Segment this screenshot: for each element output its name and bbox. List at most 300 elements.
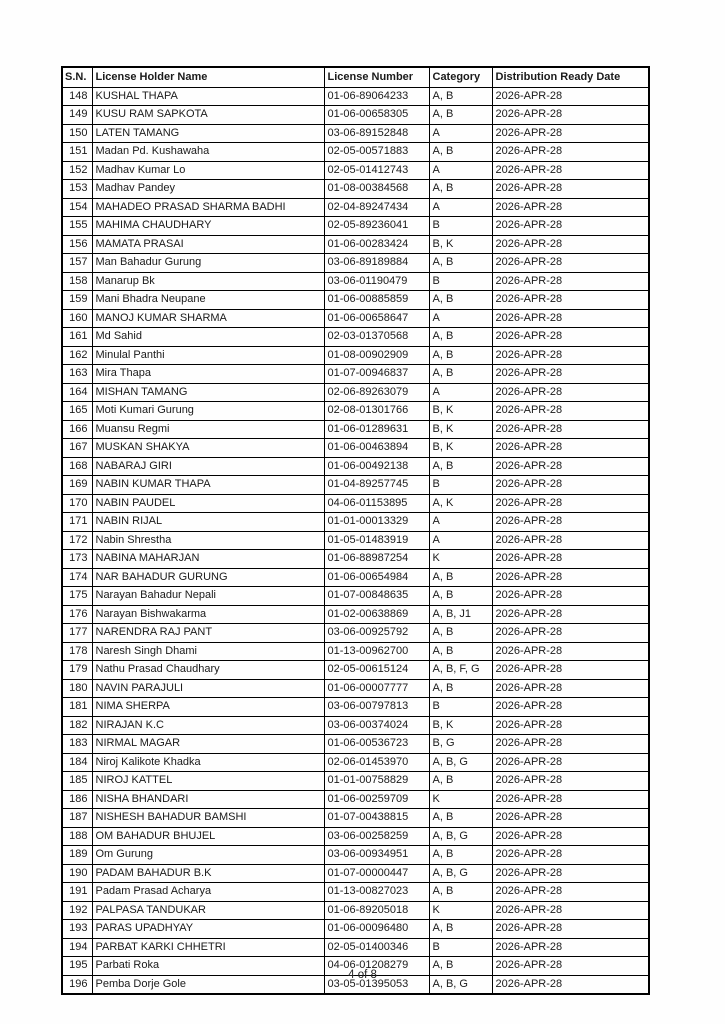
cell-serial-number: 171 xyxy=(62,513,92,532)
cell-distribution-ready-date: 2026-APR-28 xyxy=(492,957,649,976)
cell-category: A, B xyxy=(429,679,492,698)
cell-category: A, B xyxy=(429,143,492,162)
cell-license-number: 02-03-01370568 xyxy=(324,328,429,347)
table-row xyxy=(62,642,649,661)
cell-license-number: 03-06-00258259 xyxy=(324,827,429,846)
cell-category: A xyxy=(429,531,492,550)
table-row xyxy=(62,605,649,624)
cell-serial-number: 194 xyxy=(62,938,92,957)
cell-distribution-ready-date: 2026-APR-28 xyxy=(492,439,649,458)
cell-serial-number: 163 xyxy=(62,365,92,384)
table-row xyxy=(62,513,649,532)
cell-category: A, B xyxy=(429,624,492,643)
cell-category: B, K xyxy=(429,439,492,458)
cell-license-holder-name: NABINA MAHARJAN xyxy=(92,550,324,569)
cell-license-number: 03-06-89152848 xyxy=(324,124,429,143)
cell-serial-number: 180 xyxy=(62,679,92,698)
cell-category: A, B xyxy=(429,642,492,661)
cell-serial-number: 185 xyxy=(62,772,92,791)
cell-license-holder-name: NIRMAL MAGAR xyxy=(92,735,324,754)
table-row xyxy=(62,402,649,421)
cell-distribution-ready-date: 2026-APR-28 xyxy=(492,365,649,384)
cell-license-holder-name: NAVIN PARAJULI xyxy=(92,679,324,698)
table-row xyxy=(62,383,649,402)
table-row xyxy=(62,809,649,828)
cell-category: B, K xyxy=(429,716,492,735)
cell-license-holder-name: PARBAT KARKI CHHETRI xyxy=(92,938,324,957)
cell-serial-number: 162 xyxy=(62,346,92,365)
cell-distribution-ready-date: 2026-APR-28 xyxy=(492,679,649,698)
cell-license-number: 02-05-00571883 xyxy=(324,143,429,162)
cell-license-holder-name: MAHADEO PRASAD SHARMA BADHI xyxy=(92,198,324,217)
cell-license-number: 03-06-00797813 xyxy=(324,698,429,717)
cell-license-number: 03-06-00374024 xyxy=(324,716,429,735)
table-row xyxy=(62,476,649,495)
table-row xyxy=(62,457,649,476)
cell-category: A, B xyxy=(429,106,492,125)
cell-license-holder-name: NISHA BHANDARI xyxy=(92,790,324,809)
table-row xyxy=(62,346,649,365)
cell-distribution-ready-date: 2026-APR-28 xyxy=(492,457,649,476)
cell-license-number: 01-07-00946837 xyxy=(324,365,429,384)
cell-license-number: 01-02-00638869 xyxy=(324,605,429,624)
cell-license-holder-name: Muansu Regmi xyxy=(92,420,324,439)
table-row xyxy=(62,494,649,513)
table-row xyxy=(62,217,649,236)
cell-serial-number: 154 xyxy=(62,198,92,217)
cell-distribution-ready-date: 2026-APR-28 xyxy=(492,864,649,883)
header-license-holder-name: License Holder Name xyxy=(92,67,324,87)
cell-license-holder-name: Narayan Bahadur Nepali xyxy=(92,587,324,606)
cell-license-number: 01-13-00962700 xyxy=(324,642,429,661)
cell-license-holder-name: Niroj Kalikote Khadka xyxy=(92,753,324,772)
cell-distribution-ready-date: 2026-APR-28 xyxy=(492,476,649,495)
cell-license-holder-name: NIRAJAN K.C xyxy=(92,716,324,735)
cell-category: A, B xyxy=(429,920,492,939)
cell-distribution-ready-date: 2026-APR-28 xyxy=(492,328,649,347)
table-row xyxy=(62,161,649,180)
table-header xyxy=(62,67,649,87)
table-row xyxy=(62,365,649,384)
header-serial-number: S.N. xyxy=(62,67,92,87)
cell-category: B xyxy=(429,476,492,495)
cell-serial-number: 196 xyxy=(62,975,92,994)
cell-serial-number: 158 xyxy=(62,272,92,291)
cell-distribution-ready-date: 2026-APR-28 xyxy=(492,587,649,606)
cell-distribution-ready-date: 2026-APR-28 xyxy=(492,106,649,125)
cell-serial-number: 152 xyxy=(62,161,92,180)
cell-serial-number: 192 xyxy=(62,901,92,920)
cell-serial-number: 188 xyxy=(62,827,92,846)
cell-serial-number: 153 xyxy=(62,180,92,199)
cell-license-holder-name: Parbati Roka xyxy=(92,957,324,976)
cell-distribution-ready-date: 2026-APR-28 xyxy=(492,846,649,865)
cell-license-number: 01-06-89064233 xyxy=(324,87,429,106)
cell-license-number: 03-06-00934951 xyxy=(324,846,429,865)
table-row xyxy=(62,661,649,680)
cell-license-holder-name: Madhav Kumar Lo xyxy=(92,161,324,180)
cell-category: K xyxy=(429,550,492,569)
cell-license-holder-name: Naresh Singh Dhami xyxy=(92,642,324,661)
table-row xyxy=(62,846,649,865)
cell-category: A xyxy=(429,309,492,328)
table-row xyxy=(62,679,649,698)
cell-category: A, B xyxy=(429,365,492,384)
cell-license-number: 01-06-00463894 xyxy=(324,439,429,458)
cell-distribution-ready-date: 2026-APR-28 xyxy=(492,87,649,106)
cell-license-holder-name: NIMA SHERPA xyxy=(92,698,324,717)
table-row xyxy=(62,883,649,902)
cell-serial-number: 168 xyxy=(62,457,92,476)
cell-serial-number: 169 xyxy=(62,476,92,495)
cell-license-number: 02-05-00615124 xyxy=(324,661,429,680)
cell-distribution-ready-date: 2026-APR-28 xyxy=(492,254,649,273)
cell-category: A, B xyxy=(429,809,492,828)
cell-license-number: 01-04-89257745 xyxy=(324,476,429,495)
table-row xyxy=(62,938,649,957)
cell-license-number: 01-06-01289631 xyxy=(324,420,429,439)
cell-serial-number: 191 xyxy=(62,883,92,902)
cell-distribution-ready-date: 2026-APR-28 xyxy=(492,790,649,809)
cell-distribution-ready-date: 2026-APR-28 xyxy=(492,605,649,624)
cell-distribution-ready-date: 2026-APR-28 xyxy=(492,975,649,994)
cell-distribution-ready-date: 2026-APR-28 xyxy=(492,272,649,291)
cell-category: A, B xyxy=(429,254,492,273)
cell-license-holder-name: KUSHAL THAPA xyxy=(92,87,324,106)
cell-category: A, B, G xyxy=(429,827,492,846)
cell-serial-number: 149 xyxy=(62,106,92,125)
table-row xyxy=(62,124,649,143)
cell-license-holder-name: LATEN TAMANG xyxy=(92,124,324,143)
cell-license-holder-name: Madhav Pandey xyxy=(92,180,324,199)
cell-distribution-ready-date: 2026-APR-28 xyxy=(492,198,649,217)
cell-license-holder-name: Padam Prasad Acharya xyxy=(92,883,324,902)
cell-license-holder-name: NAR BAHADUR GURUNG xyxy=(92,568,324,587)
cell-license-number: 01-06-89205018 xyxy=(324,901,429,920)
cell-category: A, B xyxy=(429,457,492,476)
cell-license-holder-name: Mani Bhadra Neupane xyxy=(92,291,324,310)
cell-license-holder-name: Pemba Dorje Gole xyxy=(92,975,324,994)
cell-distribution-ready-date: 2026-APR-28 xyxy=(492,920,649,939)
cell-serial-number: 167 xyxy=(62,439,92,458)
cell-distribution-ready-date: 2026-APR-28 xyxy=(492,124,649,143)
table-row xyxy=(62,568,649,587)
cell-serial-number: 184 xyxy=(62,753,92,772)
cell-category: B, K xyxy=(429,235,492,254)
cell-serial-number: 172 xyxy=(62,531,92,550)
cell-license-holder-name: Manarup Bk xyxy=(92,272,324,291)
cell-distribution-ready-date: 2026-APR-28 xyxy=(492,420,649,439)
cell-license-holder-name: Md Sahid xyxy=(92,328,324,347)
cell-license-number: 02-05-01412743 xyxy=(324,161,429,180)
cell-serial-number: 155 xyxy=(62,217,92,236)
cell-license-holder-name: NARENDRA RAJ PANT xyxy=(92,624,324,643)
cell-license-number: 01-13-00827023 xyxy=(324,883,429,902)
cell-license-number: 04-06-01153895 xyxy=(324,494,429,513)
cell-distribution-ready-date: 2026-APR-28 xyxy=(492,494,649,513)
table-row xyxy=(62,87,649,106)
cell-license-number: 02-08-01301766 xyxy=(324,402,429,421)
cell-license-holder-name: MUSKAN SHAKYA xyxy=(92,439,324,458)
cell-distribution-ready-date: 2026-APR-28 xyxy=(492,827,649,846)
cell-license-number: 01-06-00536723 xyxy=(324,735,429,754)
cell-serial-number: 148 xyxy=(62,87,92,106)
table-row xyxy=(62,439,649,458)
cell-serial-number: 173 xyxy=(62,550,92,569)
cell-distribution-ready-date: 2026-APR-28 xyxy=(492,883,649,902)
cell-distribution-ready-date: 2026-APR-28 xyxy=(492,161,649,180)
cell-license-holder-name: MAHIMA CHAUDHARY xyxy=(92,217,324,236)
cell-distribution-ready-date: 2026-APR-28 xyxy=(492,291,649,310)
cell-serial-number: 175 xyxy=(62,587,92,606)
cell-license-number: 01-06-00096480 xyxy=(324,920,429,939)
cell-serial-number: 189 xyxy=(62,846,92,865)
cell-distribution-ready-date: 2026-APR-28 xyxy=(492,235,649,254)
table-row xyxy=(62,827,649,846)
table-row xyxy=(62,864,649,883)
table-row xyxy=(62,531,649,550)
cell-distribution-ready-date: 2026-APR-28 xyxy=(492,550,649,569)
cell-license-holder-name: Nabin Shrestha xyxy=(92,531,324,550)
table-row xyxy=(62,198,649,217)
cell-distribution-ready-date: 2026-APR-28 xyxy=(492,531,649,550)
cell-category: A, B xyxy=(429,883,492,902)
table-row xyxy=(62,328,649,347)
cell-license-number: 01-06-88987254 xyxy=(324,550,429,569)
cell-category: K xyxy=(429,901,492,920)
cell-distribution-ready-date: 2026-APR-28 xyxy=(492,753,649,772)
cell-serial-number: 190 xyxy=(62,864,92,883)
cell-license-number: 02-04-89247434 xyxy=(324,198,429,217)
cell-license-number: 02-05-01400346 xyxy=(324,938,429,957)
cell-category: A, B, J1 xyxy=(429,605,492,624)
cell-serial-number: 165 xyxy=(62,402,92,421)
cell-category: A, B xyxy=(429,957,492,976)
cell-category: A, K xyxy=(429,494,492,513)
cell-serial-number: 178 xyxy=(62,642,92,661)
cell-distribution-ready-date: 2026-APR-28 xyxy=(492,661,649,680)
table-row xyxy=(62,254,649,273)
cell-license-holder-name: Minulal Panthi xyxy=(92,346,324,365)
header-license-number: License Number xyxy=(324,67,429,87)
cell-license-holder-name: NABIN RIJAL xyxy=(92,513,324,532)
cell-serial-number: 182 xyxy=(62,716,92,735)
cell-category: B, K xyxy=(429,402,492,421)
cell-serial-number: 177 xyxy=(62,624,92,643)
cell-category: A, B xyxy=(429,587,492,606)
cell-category: A xyxy=(429,161,492,180)
cell-category: A, B, G xyxy=(429,975,492,994)
table-row xyxy=(62,587,649,606)
cell-category: A, B xyxy=(429,87,492,106)
cell-license-number: 01-01-00758829 xyxy=(324,772,429,791)
cell-license-number: 01-06-00885859 xyxy=(324,291,429,310)
table-row xyxy=(62,291,649,310)
table-row xyxy=(62,235,649,254)
cell-license-holder-name: KUSU RAM SAPKOTA xyxy=(92,106,324,125)
cell-license-holder-name: Nathu Prasad Chaudhary xyxy=(92,661,324,680)
table-row xyxy=(62,272,649,291)
cell-category: B, K xyxy=(429,420,492,439)
table-row xyxy=(62,106,649,125)
cell-distribution-ready-date: 2026-APR-28 xyxy=(492,513,649,532)
cell-license-number: 01-07-00848635 xyxy=(324,587,429,606)
cell-distribution-ready-date: 2026-APR-28 xyxy=(492,383,649,402)
cell-category: A xyxy=(429,124,492,143)
cell-license-number: 03-06-01190479 xyxy=(324,272,429,291)
cell-category: A, B, F, G xyxy=(429,661,492,680)
table-row xyxy=(62,772,649,791)
cell-license-holder-name: Man Bahadur Gurung xyxy=(92,254,324,273)
cell-distribution-ready-date: 2026-APR-28 xyxy=(492,938,649,957)
cell-serial-number: 161 xyxy=(62,328,92,347)
cell-license-number: 03-06-89189884 xyxy=(324,254,429,273)
cell-serial-number: 151 xyxy=(62,143,92,162)
cell-license-holder-name: PALPASA TANDUKAR xyxy=(92,901,324,920)
cell-distribution-ready-date: 2026-APR-28 xyxy=(492,624,649,643)
cell-license-number: 03-05-01395053 xyxy=(324,975,429,994)
cell-serial-number: 181 xyxy=(62,698,92,717)
table-row xyxy=(62,920,649,939)
cell-category: B xyxy=(429,217,492,236)
cell-license-holder-name: Om Gurung xyxy=(92,846,324,865)
cell-serial-number: 179 xyxy=(62,661,92,680)
cell-license-holder-name: NABIN KUMAR THAPA xyxy=(92,476,324,495)
cell-distribution-ready-date: 2026-APR-28 xyxy=(492,568,649,587)
cell-category: A, B xyxy=(429,291,492,310)
cell-license-holder-name: MISHAN TAMANG xyxy=(92,383,324,402)
cell-category: A, B xyxy=(429,180,492,199)
cell-distribution-ready-date: 2026-APR-28 xyxy=(492,309,649,328)
header-row xyxy=(62,67,649,87)
cell-serial-number: 156 xyxy=(62,235,92,254)
license-holder-table xyxy=(61,66,650,995)
cell-serial-number: 160 xyxy=(62,309,92,328)
cell-serial-number: 174 xyxy=(62,568,92,587)
cell-category: A, B xyxy=(429,346,492,365)
cell-distribution-ready-date: 2026-APR-28 xyxy=(492,180,649,199)
cell-serial-number: 170 xyxy=(62,494,92,513)
cell-license-number: 01-05-01483919 xyxy=(324,531,429,550)
cell-serial-number: 187 xyxy=(62,809,92,828)
cell-license-number: 04-06-01208279 xyxy=(324,957,429,976)
cell-category: A xyxy=(429,513,492,532)
table-row xyxy=(62,753,649,772)
cell-serial-number: 157 xyxy=(62,254,92,273)
cell-serial-number: 164 xyxy=(62,383,92,402)
cell-serial-number: 176 xyxy=(62,605,92,624)
cell-distribution-ready-date: 2026-APR-28 xyxy=(492,346,649,365)
cell-license-holder-name: NABIN PAUDEL xyxy=(92,494,324,513)
cell-license-number: 01-07-00000447 xyxy=(324,864,429,883)
cell-license-number: 01-06-00658305 xyxy=(324,106,429,125)
cell-category: B, G xyxy=(429,735,492,754)
cell-license-holder-name: PADAM BAHADUR B.K xyxy=(92,864,324,883)
cell-distribution-ready-date: 2026-APR-28 xyxy=(492,809,649,828)
cell-license-holder-name: OM BAHADUR BHUJEL xyxy=(92,827,324,846)
cell-serial-number: 166 xyxy=(62,420,92,439)
cell-category: A, B, G xyxy=(429,753,492,772)
table-row xyxy=(62,143,649,162)
cell-license-number: 02-05-89236041 xyxy=(324,217,429,236)
cell-category: B xyxy=(429,938,492,957)
cell-license-number: 01-06-00259709 xyxy=(324,790,429,809)
cell-serial-number: 193 xyxy=(62,920,92,939)
cell-distribution-ready-date: 2026-APR-28 xyxy=(492,772,649,791)
cell-distribution-ready-date: 2026-APR-28 xyxy=(492,735,649,754)
cell-license-holder-name: NISHESH BAHADUR BAMSHI xyxy=(92,809,324,828)
cell-license-number: 01-06-00492138 xyxy=(324,457,429,476)
table-row xyxy=(62,790,649,809)
cell-serial-number: 159 xyxy=(62,291,92,310)
cell-category: A, B xyxy=(429,568,492,587)
table-row xyxy=(62,309,649,328)
cell-serial-number: 150 xyxy=(62,124,92,143)
table-row xyxy=(62,901,649,920)
cell-distribution-ready-date: 2026-APR-28 xyxy=(492,642,649,661)
cell-license-number: 02-06-01453970 xyxy=(324,753,429,772)
cell-license-holder-name: MANOJ KUMAR SHARMA xyxy=(92,309,324,328)
page-number: 4 of 8 xyxy=(348,969,377,981)
table-row xyxy=(62,420,649,439)
cell-category: A, B, G xyxy=(429,864,492,883)
cell-distribution-ready-date: 2026-APR-28 xyxy=(492,698,649,717)
cell-category: B xyxy=(429,272,492,291)
cell-category: A xyxy=(429,383,492,402)
cell-license-holder-name: Narayan Bishwakarma xyxy=(92,605,324,624)
cell-serial-number: 186 xyxy=(62,790,92,809)
cell-category: A, B xyxy=(429,772,492,791)
table-body xyxy=(62,87,649,994)
cell-license-number: 01-06-00654984 xyxy=(324,568,429,587)
cell-distribution-ready-date: 2026-APR-28 xyxy=(492,217,649,236)
cell-license-holder-name: NIROJ KATTEL xyxy=(92,772,324,791)
cell-license-holder-name: NABARAJ GIRI xyxy=(92,457,324,476)
cell-license-number: 01-07-00438815 xyxy=(324,809,429,828)
cell-license-holder-name: MAMATA PRASAI xyxy=(92,235,324,254)
table-row xyxy=(62,698,649,717)
cell-license-number: 01-06-00007777 xyxy=(324,679,429,698)
cell-distribution-ready-date: 2026-APR-28 xyxy=(492,901,649,920)
table-row xyxy=(62,735,649,754)
cell-license-number: 01-08-00902909 xyxy=(324,346,429,365)
header-category: Category xyxy=(429,67,492,87)
cell-distribution-ready-date: 2026-APR-28 xyxy=(492,402,649,421)
cell-serial-number: 195 xyxy=(62,957,92,976)
cell-license-holder-name: Moti Kumari Gurung xyxy=(92,402,324,421)
cell-distribution-ready-date: 2026-APR-28 xyxy=(492,716,649,735)
cell-serial-number: 183 xyxy=(62,735,92,754)
cell-license-number: 02-06-89263079 xyxy=(324,383,429,402)
cell-category: A xyxy=(429,198,492,217)
cell-license-number: 01-08-00384568 xyxy=(324,180,429,199)
table-row xyxy=(62,180,649,199)
cell-license-holder-name: PARAS UPADHYAY xyxy=(92,920,324,939)
cell-license-number: 03-06-00925792 xyxy=(324,624,429,643)
cell-category: B xyxy=(429,698,492,717)
cell-distribution-ready-date: 2026-APR-28 xyxy=(492,143,649,162)
table-row xyxy=(62,716,649,735)
cell-category: A, B xyxy=(429,846,492,865)
cell-license-holder-name: Mira Thapa xyxy=(92,365,324,384)
cell-license-number: 01-06-00658647 xyxy=(324,309,429,328)
cell-category: A, B xyxy=(429,328,492,347)
cell-category: K xyxy=(429,790,492,809)
cell-license-holder-name: Madan Pd. Kushawaha xyxy=(92,143,324,162)
header-distribution-ready-date: Distribution Ready Date xyxy=(492,67,649,87)
table-row xyxy=(62,550,649,569)
table-row xyxy=(62,624,649,643)
